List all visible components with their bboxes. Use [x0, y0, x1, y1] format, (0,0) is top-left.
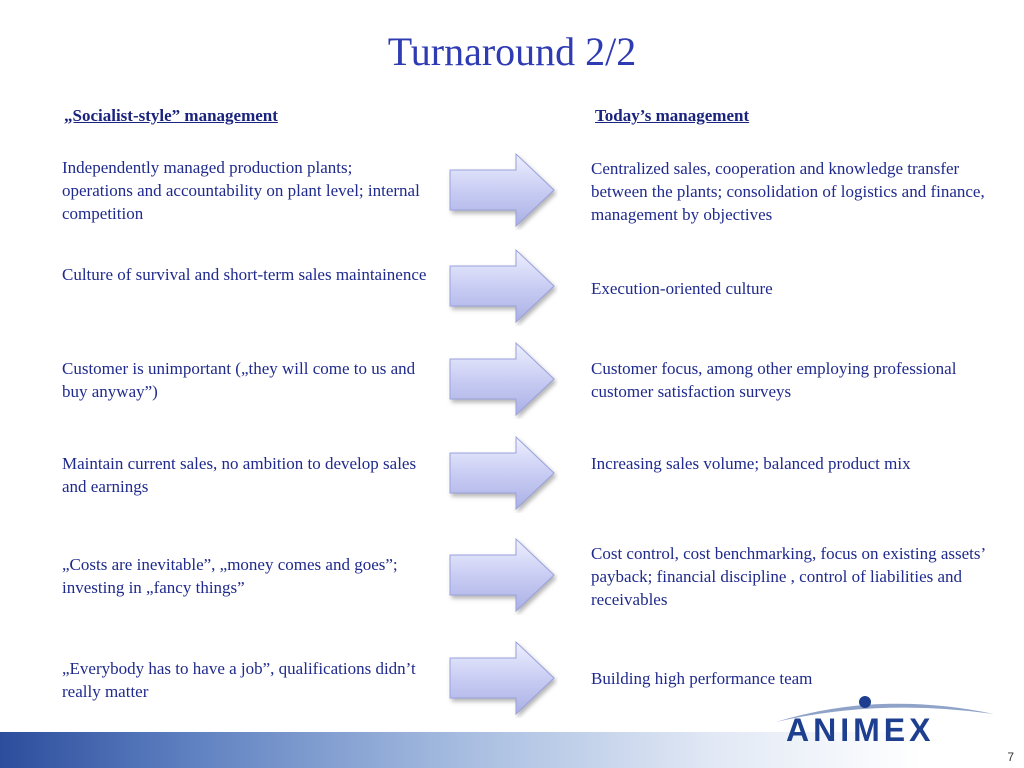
row-4-new-practice: Increasing sales volume; balanced product mix [591, 454, 911, 473]
row-6-new-practice: Building high performance team [591, 669, 813, 688]
arrow-right-icon [446, 433, 558, 513]
row-4-old-practice: Maintain current sales, no ambition to develop sales and earnings [62, 454, 417, 496]
row-6-old-practice: „Everybody has to have a job”, qualifications didn’t really matter [62, 659, 416, 701]
arrow-right-icon [446, 246, 558, 326]
arrow-right-icon [446, 535, 558, 615]
row-3-old-practice: Customer is unimportant („they will come to us and buy anyway”) [62, 359, 416, 401]
page-number: 7 [1007, 750, 1014, 764]
animex-logo-text: ANIMEX [786, 712, 935, 748]
row-2-new-practice: Execution-oriented culture [591, 279, 773, 298]
arrow-right-icon [446, 150, 558, 230]
row-1-new-practice: Centralized sales, cooperation and knowledge transfer between the plants; consolidation of logistics and finance, management by objectives [591, 159, 985, 224]
row-2-old-practice: Culture of survival and short-term sales maintainence [62, 265, 427, 284]
arrow-right-icon [446, 638, 558, 718]
page-title: Turnaround 2/2 [387, 29, 637, 74]
right-column-heading: Today’s management [595, 106, 750, 125]
left-column-heading: „Socialist-style” management [64, 106, 278, 125]
row-1-old-practice: Independently managed production plants; operations and accountability on plant level; internal competition [62, 158, 420, 223]
row-3-new-practice: Customer focus, among other employing professional customer satisfaction surveys [591, 359, 957, 401]
arrow-right-icon [446, 339, 558, 419]
row-5-old-practice: „Costs are inevitable”, „money comes and goes”; investing in „fancy things” [62, 555, 398, 597]
row-5-new-practice: Cost control, cost benchmarking, focus on existing assets’ payback; financial discipline , control of liabilities and receivables [591, 544, 985, 609]
